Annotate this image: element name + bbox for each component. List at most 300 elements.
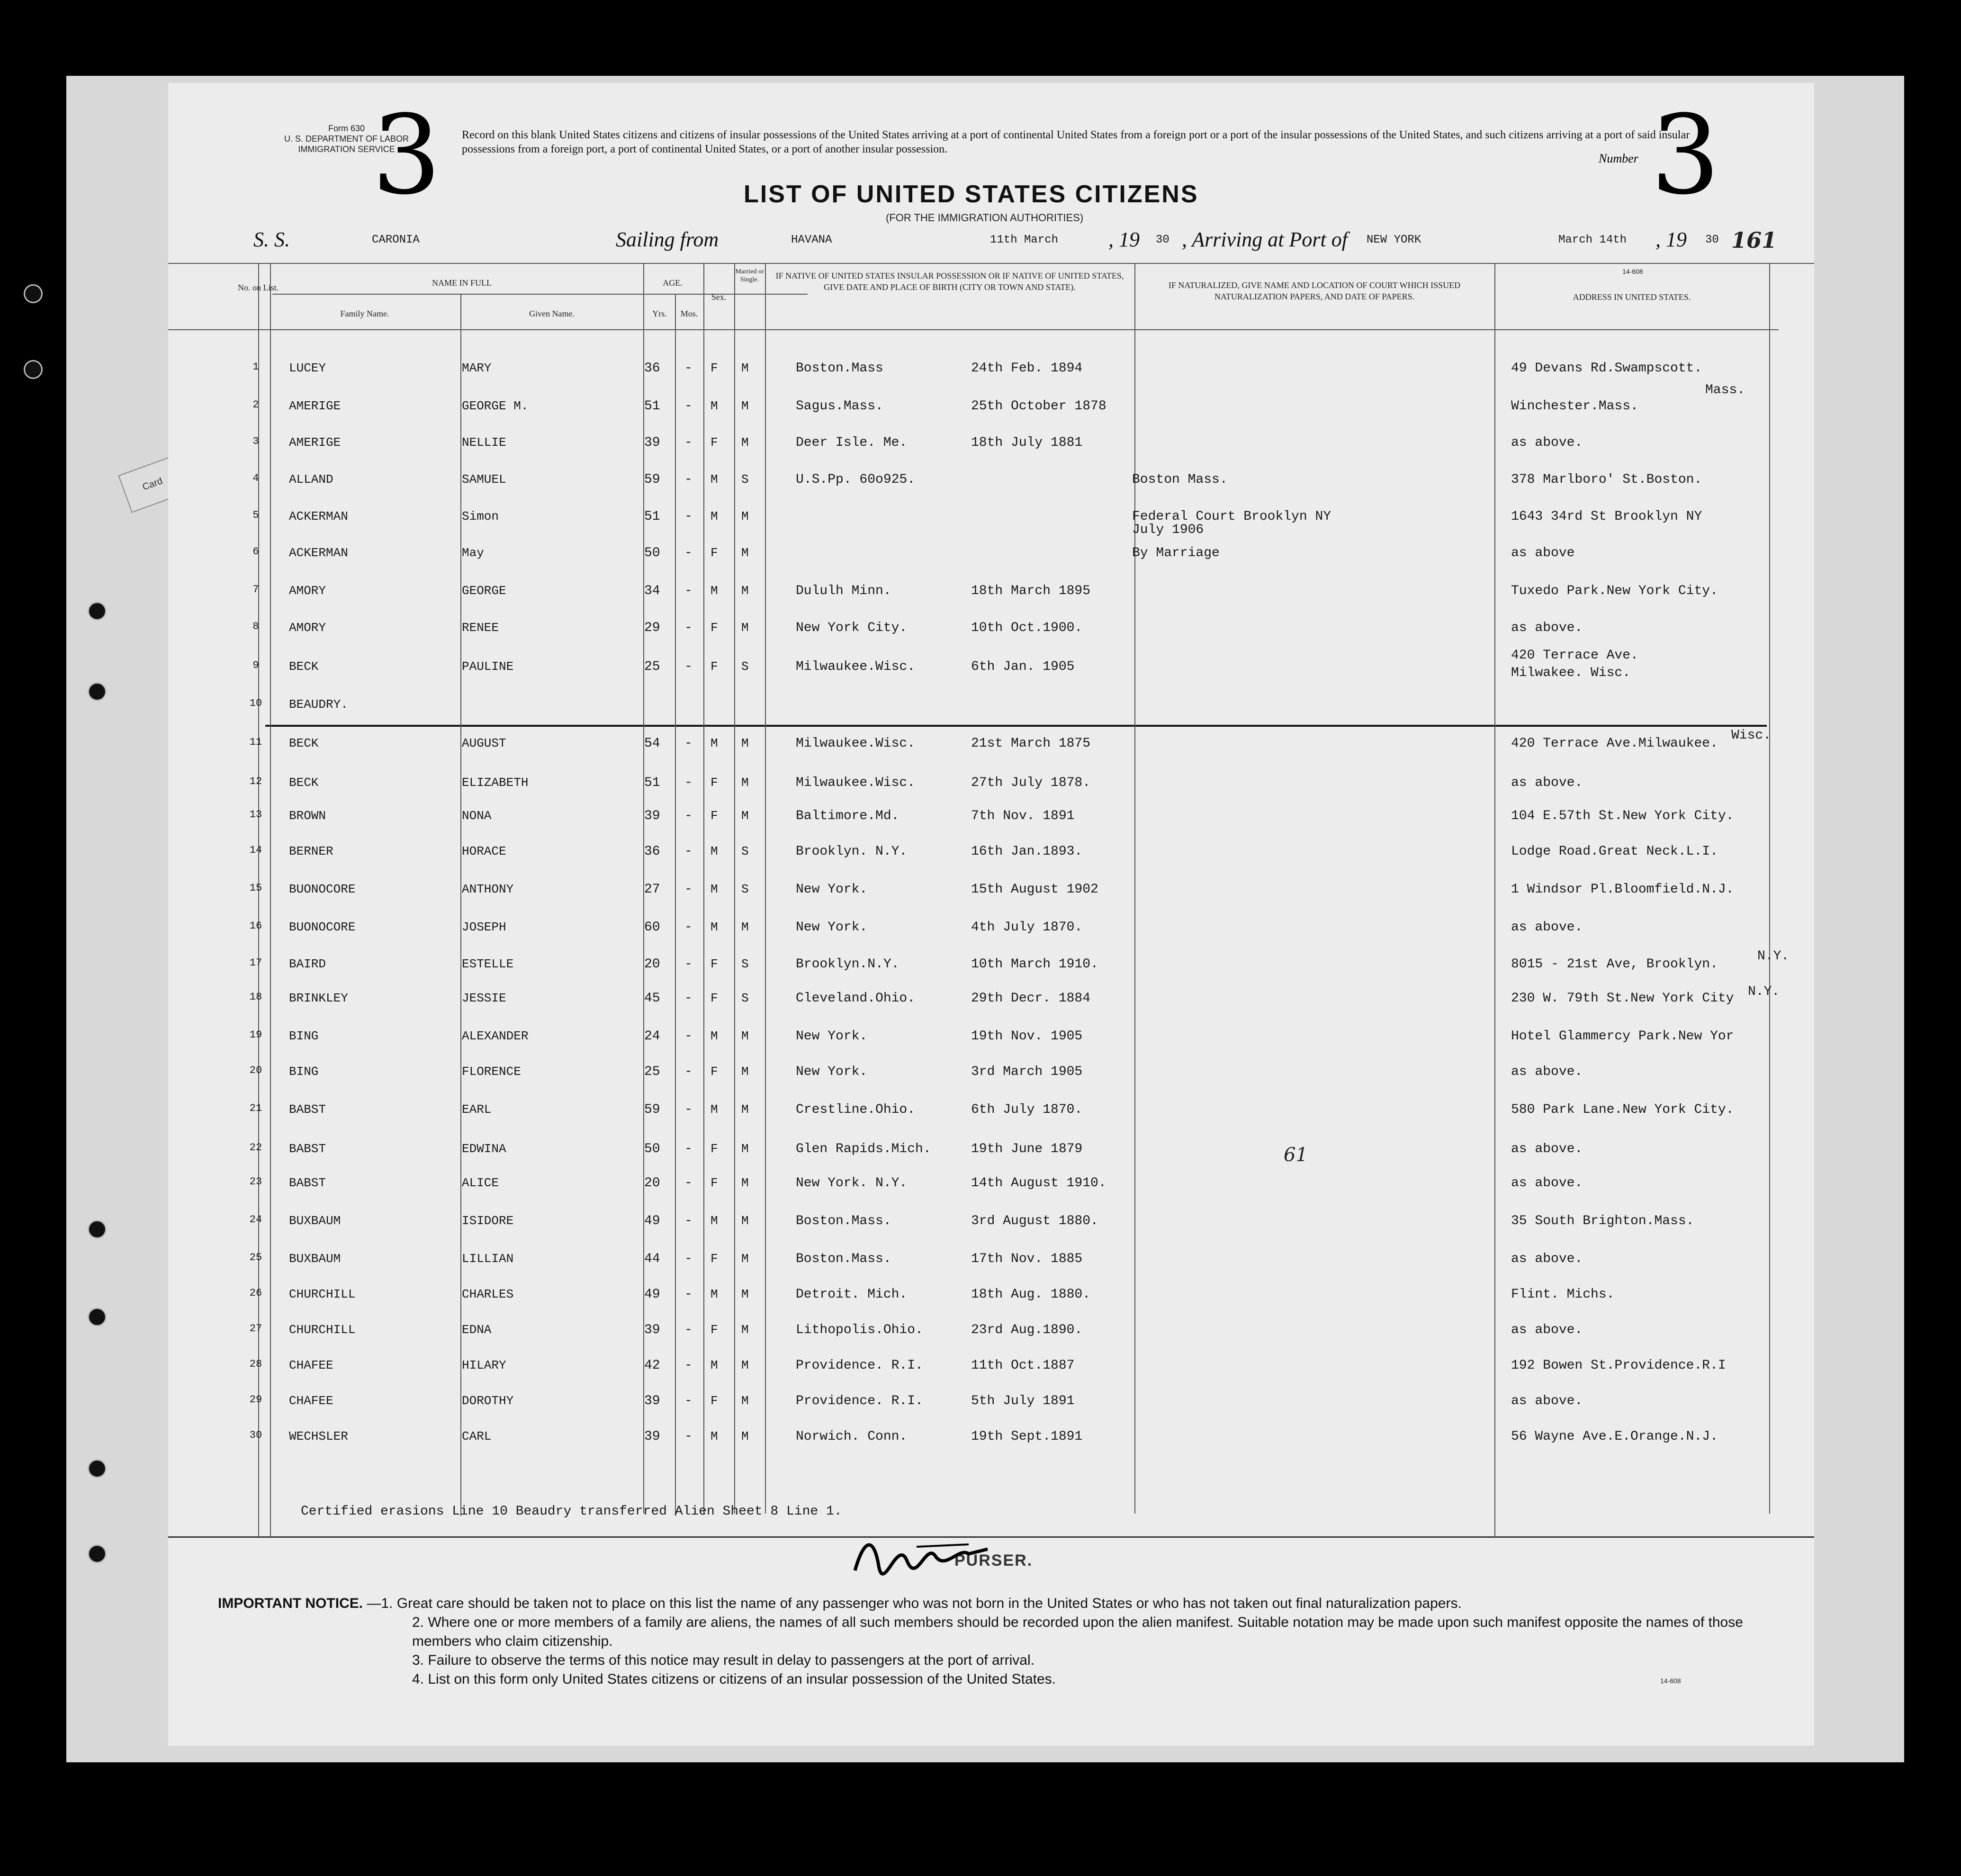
- given-name-cell: EARL: [462, 1102, 492, 1117]
- col-divider: [1494, 263, 1495, 1537]
- age-months-cell: -: [684, 1214, 693, 1228]
- marital-cell: M: [741, 361, 749, 375]
- family-name-cell: ALLAND: [289, 472, 333, 487]
- sex-cell: F: [711, 991, 718, 1005]
- ship-name: CARONIA: [372, 234, 420, 246]
- birthdate-cell: 29th Decr. 1884: [971, 991, 1091, 1006]
- address-cell: as above.: [1511, 1252, 1583, 1266]
- age-years-cell: 51: [644, 776, 660, 790]
- address-cell: 230 W. 79th St.New York City: [1511, 991, 1734, 1006]
- address-cell: 104 E.57th St.New York City.: [1511, 809, 1734, 823]
- age-years-cell: 59: [644, 1102, 660, 1117]
- sex-cell: F: [711, 957, 718, 971]
- row-number: 10: [249, 697, 262, 709]
- important-notice: [218, 1594, 1781, 1689]
- marital-cell: M: [741, 1394, 749, 1408]
- sex-cell: F: [711, 1176, 718, 1190]
- address-line2-cell: Wisc.: [1731, 728, 1772, 743]
- age-years-cell: 25: [644, 659, 660, 674]
- address-line2-cell: Mass.: [1705, 383, 1745, 397]
- age-months-cell: -: [684, 1429, 693, 1444]
- age-months-cell: -: [684, 882, 693, 897]
- row-number: 17: [249, 957, 262, 969]
- row-number: 13: [249, 809, 262, 821]
- family-name-cell: BABST: [289, 1176, 326, 1190]
- birthdate-cell: 18th March 1895: [971, 584, 1091, 598]
- address-cell: 1 Windsor Pl.Bloomfield.N.J.: [1511, 882, 1734, 897]
- age-years-cell: 39: [644, 435, 660, 450]
- ship-label: S. S.: [253, 228, 290, 251]
- col-header-mos: Mos.: [680, 309, 698, 318]
- row-number: 26: [249, 1287, 262, 1299]
- age-years-cell: 44: [644, 1252, 660, 1266]
- family-name-cell: BUXBAUM: [289, 1214, 341, 1228]
- row-number: 15: [249, 882, 262, 894]
- family-name-cell: BRINKLEY: [289, 991, 348, 1005]
- col-header-birth: IF NATIVE OF UNITED STATES INSULAR POSSESSION OR IF NATIVE OF UNITED STATES, GIVE DATE AND PLACE OF BIRTH (CITY OR TOWN AND STATE).: [775, 271, 1124, 292]
- sex-cell: M: [711, 1214, 718, 1228]
- row-number: 30: [249, 1429, 262, 1441]
- family-name-cell: AMERIGE: [289, 399, 341, 413]
- sex-cell: F: [711, 1323, 718, 1337]
- address-cell: 580 Park Lane.New York City.: [1511, 1102, 1734, 1117]
- family-name-cell: CHURCHILL: [289, 1287, 356, 1301]
- col-header-address: ADDRESS IN UNITED STATES.: [1573, 292, 1691, 302]
- col-header-name: NAME IN FULL: [432, 278, 492, 288]
- row-number: 24: [249, 1214, 262, 1226]
- birthplace-cell: New York. N.Y.: [796, 1176, 908, 1191]
- family-name-cell: AMORY: [289, 584, 326, 598]
- age-years-cell: 59: [644, 472, 660, 487]
- birthdate-cell: 17th Nov. 1885: [971, 1252, 1083, 1266]
- manifest-sheet: [168, 83, 1814, 1746]
- birthdate-cell: 23rd Aug.1890.: [971, 1323, 1083, 1337]
- age-months-cell: -: [684, 1029, 693, 1044]
- address-cell: Hotel Glammercy Park.New Yor: [1511, 1029, 1734, 1044]
- address-line2-cell: N.Y.: [1748, 984, 1780, 999]
- sex-cell: F: [711, 546, 718, 560]
- birthplace-cell: Detroit. Mich.: [796, 1287, 908, 1302]
- sex-cell: F: [711, 659, 718, 674]
- age-months-cell: -: [684, 991, 693, 1006]
- marital-cell: S: [741, 882, 749, 896]
- address-cell: as above.: [1511, 621, 1583, 635]
- marital-cell: S: [741, 659, 749, 674]
- sex-cell: M: [711, 1102, 718, 1117]
- marital-cell: M: [741, 546, 749, 560]
- col-header-naturalized: IF NATURALIZED, GIVE NAME AND LOCATION OF COURT WHICH ISSUED NATURALIZATION PAPERS, AND DATE OF PAPERS.: [1168, 280, 1461, 301]
- sex-cell: F: [711, 1252, 718, 1266]
- binder-hole: [24, 360, 43, 379]
- age-years-cell: 25: [644, 1064, 660, 1079]
- row-number: 12: [249, 776, 262, 787]
- address-cell: as above.: [1511, 776, 1583, 790]
- family-name-cell: BERNER: [289, 844, 333, 858]
- col-header-no: No. on List.: [237, 283, 279, 292]
- family-name-cell: CHAFEE: [289, 1394, 333, 1408]
- row-number: 7: [252, 584, 259, 595]
- form-code-top: 14-608: [1622, 268, 1643, 275]
- birthdate-cell: 5th July 1891: [971, 1394, 1075, 1408]
- age-years-cell: 49: [644, 1287, 660, 1302]
- address-cell: 35 South Brighton.Mass.: [1511, 1214, 1694, 1228]
- given-name-cell: ELIZABETH: [462, 776, 529, 790]
- address-cell: 49 Devans Rd.Swampscott.: [1511, 361, 1702, 376]
- age-years-cell: 50: [644, 1142, 660, 1156]
- given-name-cell: ESTELLE: [462, 957, 514, 971]
- given-name-cell: HILARY: [462, 1358, 506, 1372]
- birthdate-cell: 27th July 1878.: [971, 776, 1091, 790]
- binder-hole: [88, 602, 107, 621]
- family-name-cell: AMERIGE: [289, 435, 341, 450]
- birthplace-cell: Brooklyn.N.Y.: [796, 957, 900, 972]
- address-cell: as above.: [1511, 1142, 1583, 1156]
- age-months-cell: -: [684, 1064, 693, 1079]
- birthplace-cell: New York.: [796, 1064, 868, 1079]
- age-months-cell: -: [684, 435, 693, 450]
- given-name-cell: JOSEPH: [462, 920, 506, 934]
- marital-cell: M: [741, 1287, 749, 1301]
- sailing-date: 11th March: [990, 234, 1059, 246]
- family-name-cell: BING: [289, 1029, 319, 1043]
- marital-cell: S: [741, 957, 749, 971]
- given-name-cell: ALICE: [462, 1176, 499, 1190]
- marital-cell: M: [741, 920, 749, 934]
- number-value: 3: [1651, 92, 1720, 219]
- birthplace-cell: Norwich. Conn.: [796, 1429, 908, 1444]
- address-cell: as above.: [1511, 1064, 1583, 1079]
- age-months-cell: -: [684, 621, 693, 635]
- sex-cell: M: [711, 1429, 718, 1443]
- birthdate-cell: 25th October 1878: [971, 399, 1106, 414]
- age-years-cell: 60: [644, 920, 660, 935]
- age-years-cell: 34: [644, 584, 660, 598]
- birthdate-cell: 15th August 1902: [971, 882, 1098, 897]
- given-name-cell: PAULINE: [462, 659, 514, 674]
- marital-cell: M: [741, 399, 749, 413]
- notice-item-1: —1. Great care should be taken not to place on this list the name of any passenger who was not born in the United States or who has not taken out final naturalization papers.: [367, 1596, 1462, 1611]
- page-title: LIST OF UNITED STATES CITIZENS: [744, 180, 1199, 208]
- birthdate-cell: 19th Sept.1891: [971, 1429, 1083, 1444]
- side-tab-label: Card: [118, 455, 187, 513]
- handwritten-61: 61: [1284, 1144, 1308, 1166]
- notice-item-4: 4. List on this form only United States citizens or citizens of an insular possession of the United States.: [412, 1671, 1056, 1687]
- table-top-rule: [168, 263, 1814, 264]
- marital-cell: M: [741, 1358, 749, 1372]
- col-divider: [1134, 263, 1135, 1514]
- given-name-cell: JESSIE: [462, 991, 506, 1005]
- row-number: 28: [249, 1358, 262, 1370]
- marital-cell: M: [741, 584, 749, 598]
- age-months-cell: -: [684, 776, 693, 790]
- family-name-cell: LUCEY: [289, 361, 326, 375]
- age-months-cell: -: [684, 1287, 693, 1302]
- certification-note: Certified erasions Line 10 Beaudry transferred Alien Sheet 8 Line 1.: [301, 1504, 842, 1519]
- notice-item-3: 3. Failure to observe the terms of this notice may result in delay to passengers at the port of arrival.: [412, 1652, 1034, 1668]
- address-cell: as above.: [1511, 1394, 1583, 1408]
- address-cell: as above.: [1511, 435, 1583, 450]
- marital-cell: M: [741, 1176, 749, 1190]
- arrival-port: NEW YORK: [1367, 234, 1421, 246]
- given-name-cell: EDWINA: [462, 1142, 506, 1156]
- age-months-cell: -: [684, 1394, 693, 1408]
- address-cell: 420 Terrace Ave.Milwaukee.: [1511, 736, 1718, 751]
- family-name-cell: BECK: [289, 776, 319, 790]
- age-months-cell: -: [684, 1102, 693, 1117]
- given-name-cell: ALEXANDER: [462, 1029, 529, 1043]
- age-years-cell: 39: [644, 809, 660, 823]
- family-name-cell: BROWN: [289, 809, 326, 823]
- address-cell: as above.: [1511, 920, 1583, 935]
- birthdate-cell: 18th Aug. 1880.: [971, 1287, 1091, 1302]
- sex-cell: F: [711, 809, 718, 823]
- family-name-cell: CHAFEE: [289, 1358, 333, 1372]
- age-years-cell: 36: [644, 361, 660, 376]
- address-cell: 1643 34rd St Brooklyn NY: [1511, 509, 1702, 524]
- sex-cell: M: [711, 1029, 718, 1043]
- col-divider: [460, 294, 461, 1516]
- given-name-cell: LILLIAN: [462, 1252, 514, 1266]
- given-name-cell: Simon: [462, 509, 499, 523]
- row-number: 19: [249, 1029, 262, 1041]
- address-line2-cell: N.Y.: [1757, 949, 1790, 964]
- row-number: 3: [252, 435, 259, 447]
- marital-cell: M: [741, 1323, 749, 1337]
- row-number: 25: [249, 1252, 262, 1263]
- col-divider: [675, 294, 676, 1516]
- sex-cell: M: [711, 472, 718, 487]
- age-years-cell: 42: [644, 1358, 660, 1373]
- address-cell: 8015 - 21st Ave, Brooklyn.: [1511, 957, 1718, 972]
- instructions-text: Record on this blank United States citizens and citizens of insular possessions of the United States arriving at a port of continental United States from a foreign port or a port of the insular possessions of the United States, and such citizens arriving at a port of said insular possessions from a foreign port, a port of continental United States, or a port of another insular possession.: [462, 129, 1690, 155]
- marital-cell: M: [741, 1429, 749, 1443]
- given-name-cell: EDNA: [462, 1323, 492, 1337]
- row-number: 29: [249, 1394, 262, 1406]
- page-subtitle: (FOR THE IMMIGRATION AUTHORITIES): [886, 212, 1084, 224]
- birthdate-cell: 19th Nov. 1905: [971, 1029, 1083, 1044]
- given-name-cell: AUGUST: [462, 736, 506, 750]
- given-name-cell: GEORGE: [462, 584, 506, 598]
- marital-cell: S: [741, 472, 749, 487]
- birthplace-cell: New York.: [796, 920, 868, 935]
- address-cell: as above: [1511, 546, 1575, 560]
- birthdate-cell: 10th March 1910.: [971, 957, 1098, 972]
- year-suffix-1: 30: [1156, 234, 1169, 246]
- age-months-cell: -: [684, 399, 693, 414]
- handwritten-left-number: 3: [372, 92, 441, 219]
- family-name-cell: ACKERMAN: [289, 509, 348, 523]
- family-name-cell: WECHSLER: [289, 1429, 348, 1443]
- family-name-cell: AMORY: [289, 621, 326, 635]
- birthplace-cell: Milwaukee.Wisc.: [796, 776, 916, 790]
- sailing-label: Sailing from: [616, 228, 719, 251]
- sex-cell: F: [711, 621, 718, 635]
- age-years-cell: 51: [644, 399, 660, 414]
- birthdate-cell: 11th Oct.1887: [971, 1358, 1075, 1373]
- birthplace-cell: Boston.Mass.: [796, 1214, 891, 1228]
- sex-cell: F: [711, 1064, 718, 1079]
- marital-cell: M: [741, 621, 749, 635]
- birthdate-cell: 6th July 1870.: [971, 1102, 1083, 1117]
- age-years-cell: 20: [644, 1176, 660, 1191]
- arriving-label: , Arriving at Port of: [1182, 228, 1348, 251]
- birthplace-cell: Baltimore.Md.: [796, 809, 900, 823]
- birthdate-cell: 21st March 1875: [971, 736, 1091, 751]
- age-months-cell: -: [684, 844, 693, 859]
- age-months-cell: -: [684, 472, 693, 487]
- age-months-cell: -: [684, 1323, 693, 1337]
- birthplace-cell: Dululh Minn.: [796, 584, 891, 598]
- birthplace-cell: Deer Isle. Me.: [796, 435, 908, 450]
- given-name-cell: May: [462, 546, 484, 560]
- age-months-cell: -: [684, 584, 693, 598]
- sex-cell: F: [711, 1142, 718, 1156]
- binder-hole: [88, 1544, 107, 1563]
- sex-cell: M: [711, 1358, 718, 1372]
- family-name-cell: BING: [289, 1064, 319, 1079]
- birthplace-cell: New York.: [796, 882, 868, 897]
- birthplace-cell: Milwaukee.Wisc.: [796, 659, 916, 674]
- col-header-married: Married or Single.: [735, 268, 764, 283]
- age-years-cell: 39: [644, 1429, 660, 1444]
- binder-hole: [88, 682, 107, 701]
- given-name-cell: DOROTHY: [462, 1394, 514, 1408]
- row-number: 5: [252, 509, 259, 521]
- age-years-cell: 54: [644, 736, 660, 751]
- address-cell: 192 Bowen St.Providence.R.I: [1511, 1358, 1726, 1373]
- row-number: 27: [249, 1323, 262, 1335]
- col-divider: [258, 263, 259, 1537]
- marital-cell: M: [741, 1029, 749, 1043]
- age-months-cell: -: [684, 546, 693, 560]
- birthplace-cell: Crestline.Ohio.: [796, 1102, 916, 1117]
- page-number: 161: [1731, 227, 1777, 253]
- birthplace-cell: Sagus.Mass.: [796, 399, 883, 414]
- col-divider: [1769, 263, 1770, 1514]
- col-header-sex: Sex.: [711, 292, 727, 302]
- number-label: Number: [1599, 152, 1638, 165]
- age-months-cell: -: [684, 920, 693, 935]
- given-name-cell: ANTHONY: [462, 882, 514, 896]
- birthdate-cell: 3rd August 1880.: [971, 1214, 1098, 1228]
- address-cell: Lodge Road.Great Neck.L.I.: [1511, 844, 1718, 859]
- notice-heading: IMPORTANT NOTICE.: [218, 1596, 363, 1611]
- age-months-cell: -: [684, 659, 693, 674]
- sex-cell: F: [711, 776, 718, 790]
- birthplace-cell: Glen Rapids.Mich.: [796, 1142, 931, 1156]
- marital-cell: M: [741, 1142, 749, 1156]
- given-name-cell: ISIDORE: [462, 1214, 514, 1228]
- birthdate-cell: 7th Nov. 1891: [971, 809, 1075, 823]
- age-years-cell: 39: [644, 1323, 660, 1337]
- row-number: 23: [249, 1176, 262, 1188]
- year-prefix-1: , 19: [1108, 228, 1140, 251]
- row-number: 16: [249, 920, 262, 932]
- binder-hole: [88, 1459, 107, 1478]
- address-cell: Winchester.Mass.: [1511, 399, 1638, 414]
- age-months-cell: -: [684, 1176, 693, 1191]
- address-cell: as above.: [1511, 1323, 1583, 1337]
- birthplace-cell: Boston.Mass: [796, 361, 883, 376]
- given-name-cell: CHARLES: [462, 1287, 514, 1301]
- age-years-cell: 45: [644, 991, 660, 1006]
- age-months-cell: -: [684, 1358, 693, 1373]
- age-months-cell: -: [684, 809, 693, 823]
- age-months-cell: -: [684, 957, 693, 972]
- marital-cell: M: [741, 776, 749, 790]
- birthdate-cell: 6th Jan. 1905: [971, 659, 1075, 674]
- row-number: 14: [249, 844, 262, 856]
- col-divider: [270, 263, 271, 1537]
- row-number: 20: [249, 1064, 262, 1076]
- table-header-rule: [168, 329, 1779, 330]
- marital-cell: M: [741, 1214, 749, 1228]
- row-number: 11: [249, 736, 262, 748]
- age-years-cell: 51: [644, 509, 660, 524]
- marital-cell: M: [741, 509, 749, 523]
- col-divider: [734, 263, 735, 1514]
- age-months-cell: -: [684, 736, 693, 751]
- col-header-family: Family Name.: [340, 309, 389, 318]
- birthdate-cell: 19th June 1879: [971, 1142, 1083, 1156]
- naturalization-cell: Boston Mass.: [1132, 472, 1228, 487]
- given-name-cell: NONA: [462, 809, 492, 823]
- purser-label: PURSER.: [954, 1551, 1033, 1569]
- age-years-cell: 27: [644, 882, 660, 897]
- birthplace-cell: Providence. R.I.: [796, 1358, 923, 1373]
- age-months-cell: -: [684, 361, 693, 376]
- family-name-cell: BABST: [289, 1102, 326, 1117]
- binder-hole: [24, 284, 43, 303]
- sex-cell: M: [711, 1287, 718, 1301]
- given-name-cell: FLORENCE: [462, 1064, 521, 1079]
- sex-cell: F: [711, 1394, 718, 1408]
- birthdate-cell: 4th July 1870.: [971, 920, 1083, 935]
- address-cell: Flint. Michs.: [1511, 1287, 1615, 1302]
- col-header-given: Given Name.: [529, 309, 575, 318]
- birthplace-cell: Lithopolis.Ohio.: [796, 1323, 923, 1337]
- marital-cell: S: [741, 844, 749, 858]
- age-years-cell: 39: [644, 1394, 660, 1408]
- family-name-cell: BAIRD: [289, 957, 326, 971]
- sex-cell: M: [711, 920, 718, 934]
- sex-cell: M: [711, 844, 718, 858]
- birthplace-cell: New York City.: [796, 621, 908, 635]
- naturalization-cell: Federal Court Brooklyn NY: [1132, 509, 1331, 524]
- address-cell: as above.: [1511, 1176, 1583, 1191]
- birthdate-cell: 24th Feb. 1894: [971, 361, 1083, 376]
- family-name-cell: BEAUDRY.: [289, 697, 348, 712]
- family-name-cell: BECK: [289, 659, 319, 674]
- family-name-cell: BUONOCORE: [289, 920, 356, 934]
- marital-cell: M: [741, 809, 749, 823]
- sex-cell: M: [711, 399, 718, 413]
- marital-cell: M: [741, 435, 749, 450]
- given-name-cell: SAMUEL: [462, 472, 506, 487]
- year-suffix-2: 30: [1705, 234, 1719, 246]
- col-header-yrs: Yrs.: [652, 309, 667, 318]
- col-header-age: AGE.: [663, 278, 683, 288]
- binder-hole: [88, 1308, 107, 1326]
- age-years-cell: 49: [644, 1214, 660, 1228]
- family-name-cell: CHURCHILL: [289, 1323, 356, 1337]
- naturalization-date-cell: July 1906: [1132, 523, 1204, 537]
- birthplace-cell: Providence. R.I.: [796, 1394, 923, 1408]
- address-cell: 420 Terrace Ave.: [1511, 648, 1638, 663]
- given-name-cell: HORACE: [462, 844, 506, 858]
- birthplace-cell: U.S.Pp. 60o925.: [796, 472, 916, 487]
- given-name-cell: CARL: [462, 1429, 492, 1443]
